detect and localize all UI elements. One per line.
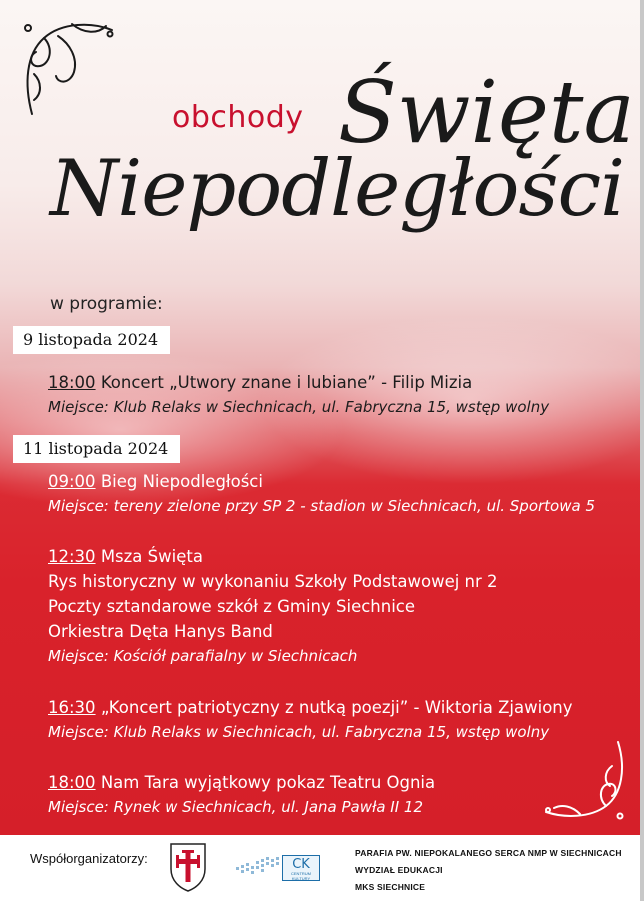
title-obchody: obchody [172, 100, 304, 135]
date-badge-day-2: 11 listopada 2024 [13, 435, 180, 463]
organizer-mks: MKS SIECHNICE [355, 882, 426, 892]
event-3 [48, 544, 498, 669]
event-5 [48, 770, 435, 820]
corner-swirl-top-left-ornament [14, 14, 124, 124]
title-swieta: Święta [338, 63, 635, 163]
event-detail-line: Orkiestra Dęta Hanys Band [48, 622, 273, 641]
event-place: Miejsce: Klub Relaks w Siechnicach, ul. Fabryczna 15, wstęp wolny [48, 398, 550, 416]
organizer-parish: PARAFIA PW. NIEPOKALANEGO SERCA NMP W SIECHNICACH [355, 848, 622, 858]
ck-culture-centre-logo [232, 853, 324, 883]
event-place: Miejsce: tereny zielone przy SP 2 - stadion w Siechnicach, ul. Sportowa 5 [48, 497, 595, 515]
event-4 [48, 695, 573, 745]
event-1-title [48, 370, 549, 395]
corner-swirl-bottom-right-ornament [540, 738, 630, 822]
event-title-line: Nam Tara wyjątkowy pokaz Teatru Ognia [100, 773, 436, 792]
event-title-line: Koncert „Utwory znane i lubiane” - Filip Mizia [100, 373, 473, 392]
title-niepodleglosci: Niepodległości [50, 144, 625, 234]
event-2 [48, 469, 595, 519]
date-badge-day-1: 9 listopada 2024 [13, 326, 170, 354]
dots-pattern-icon [232, 853, 282, 883]
ck-logo-text: CK [292, 857, 310, 872]
event-time: 18:00 [48, 373, 96, 392]
event-place: Miejsce: Kościół parafialny w Siechnicach [48, 647, 358, 665]
page-edge [640, 0, 644, 901]
event-title-line: „Koncert patriotyczny z nutką poezji” - Wiktoria Zjawiony [100, 698, 573, 717]
event-5-title [48, 770, 435, 795]
ck-box [282, 855, 320, 881]
ck-logo-sub: CENTRUM KULTURY [291, 871, 311, 881]
program-label: w programie: [50, 294, 163, 314]
coat-of-arms-logo [168, 841, 208, 893]
event-detail-line: Rys historyczny w wykonaniu Szkoły Podstawowej nr 2 [48, 572, 498, 591]
event-place: Miejsce: Rynek w Siechnicach, ul. Jana Pawła II 12 [48, 798, 423, 816]
event-time: 12:30 [48, 547, 96, 566]
event-time: 16:30 [48, 698, 96, 717]
organizer-education: WYDZIAŁ EDUKACJI [355, 865, 443, 875]
event-3-title [48, 544, 498, 569]
event-1 [48, 370, 549, 420]
event-detail-line: Poczty sztandarowe szkół z Gminy Siechnice [48, 597, 416, 616]
footer [0, 835, 640, 901]
event-title-line: Msza Święta [100, 547, 203, 566]
event-4-title [48, 695, 573, 720]
coorganizers-label: Współorganizatorzy: [30, 851, 148, 866]
event-time: 18:00 [48, 773, 96, 792]
event-time: 09:00 [48, 472, 96, 491]
event-place: Miejsce: Klub Relaks w Siechnicach, ul. Fabryczna 15, wstęp wolny [48, 723, 550, 741]
event-title-line: Bieg Niepodległości [100, 472, 263, 491]
event-2-title [48, 469, 595, 494]
